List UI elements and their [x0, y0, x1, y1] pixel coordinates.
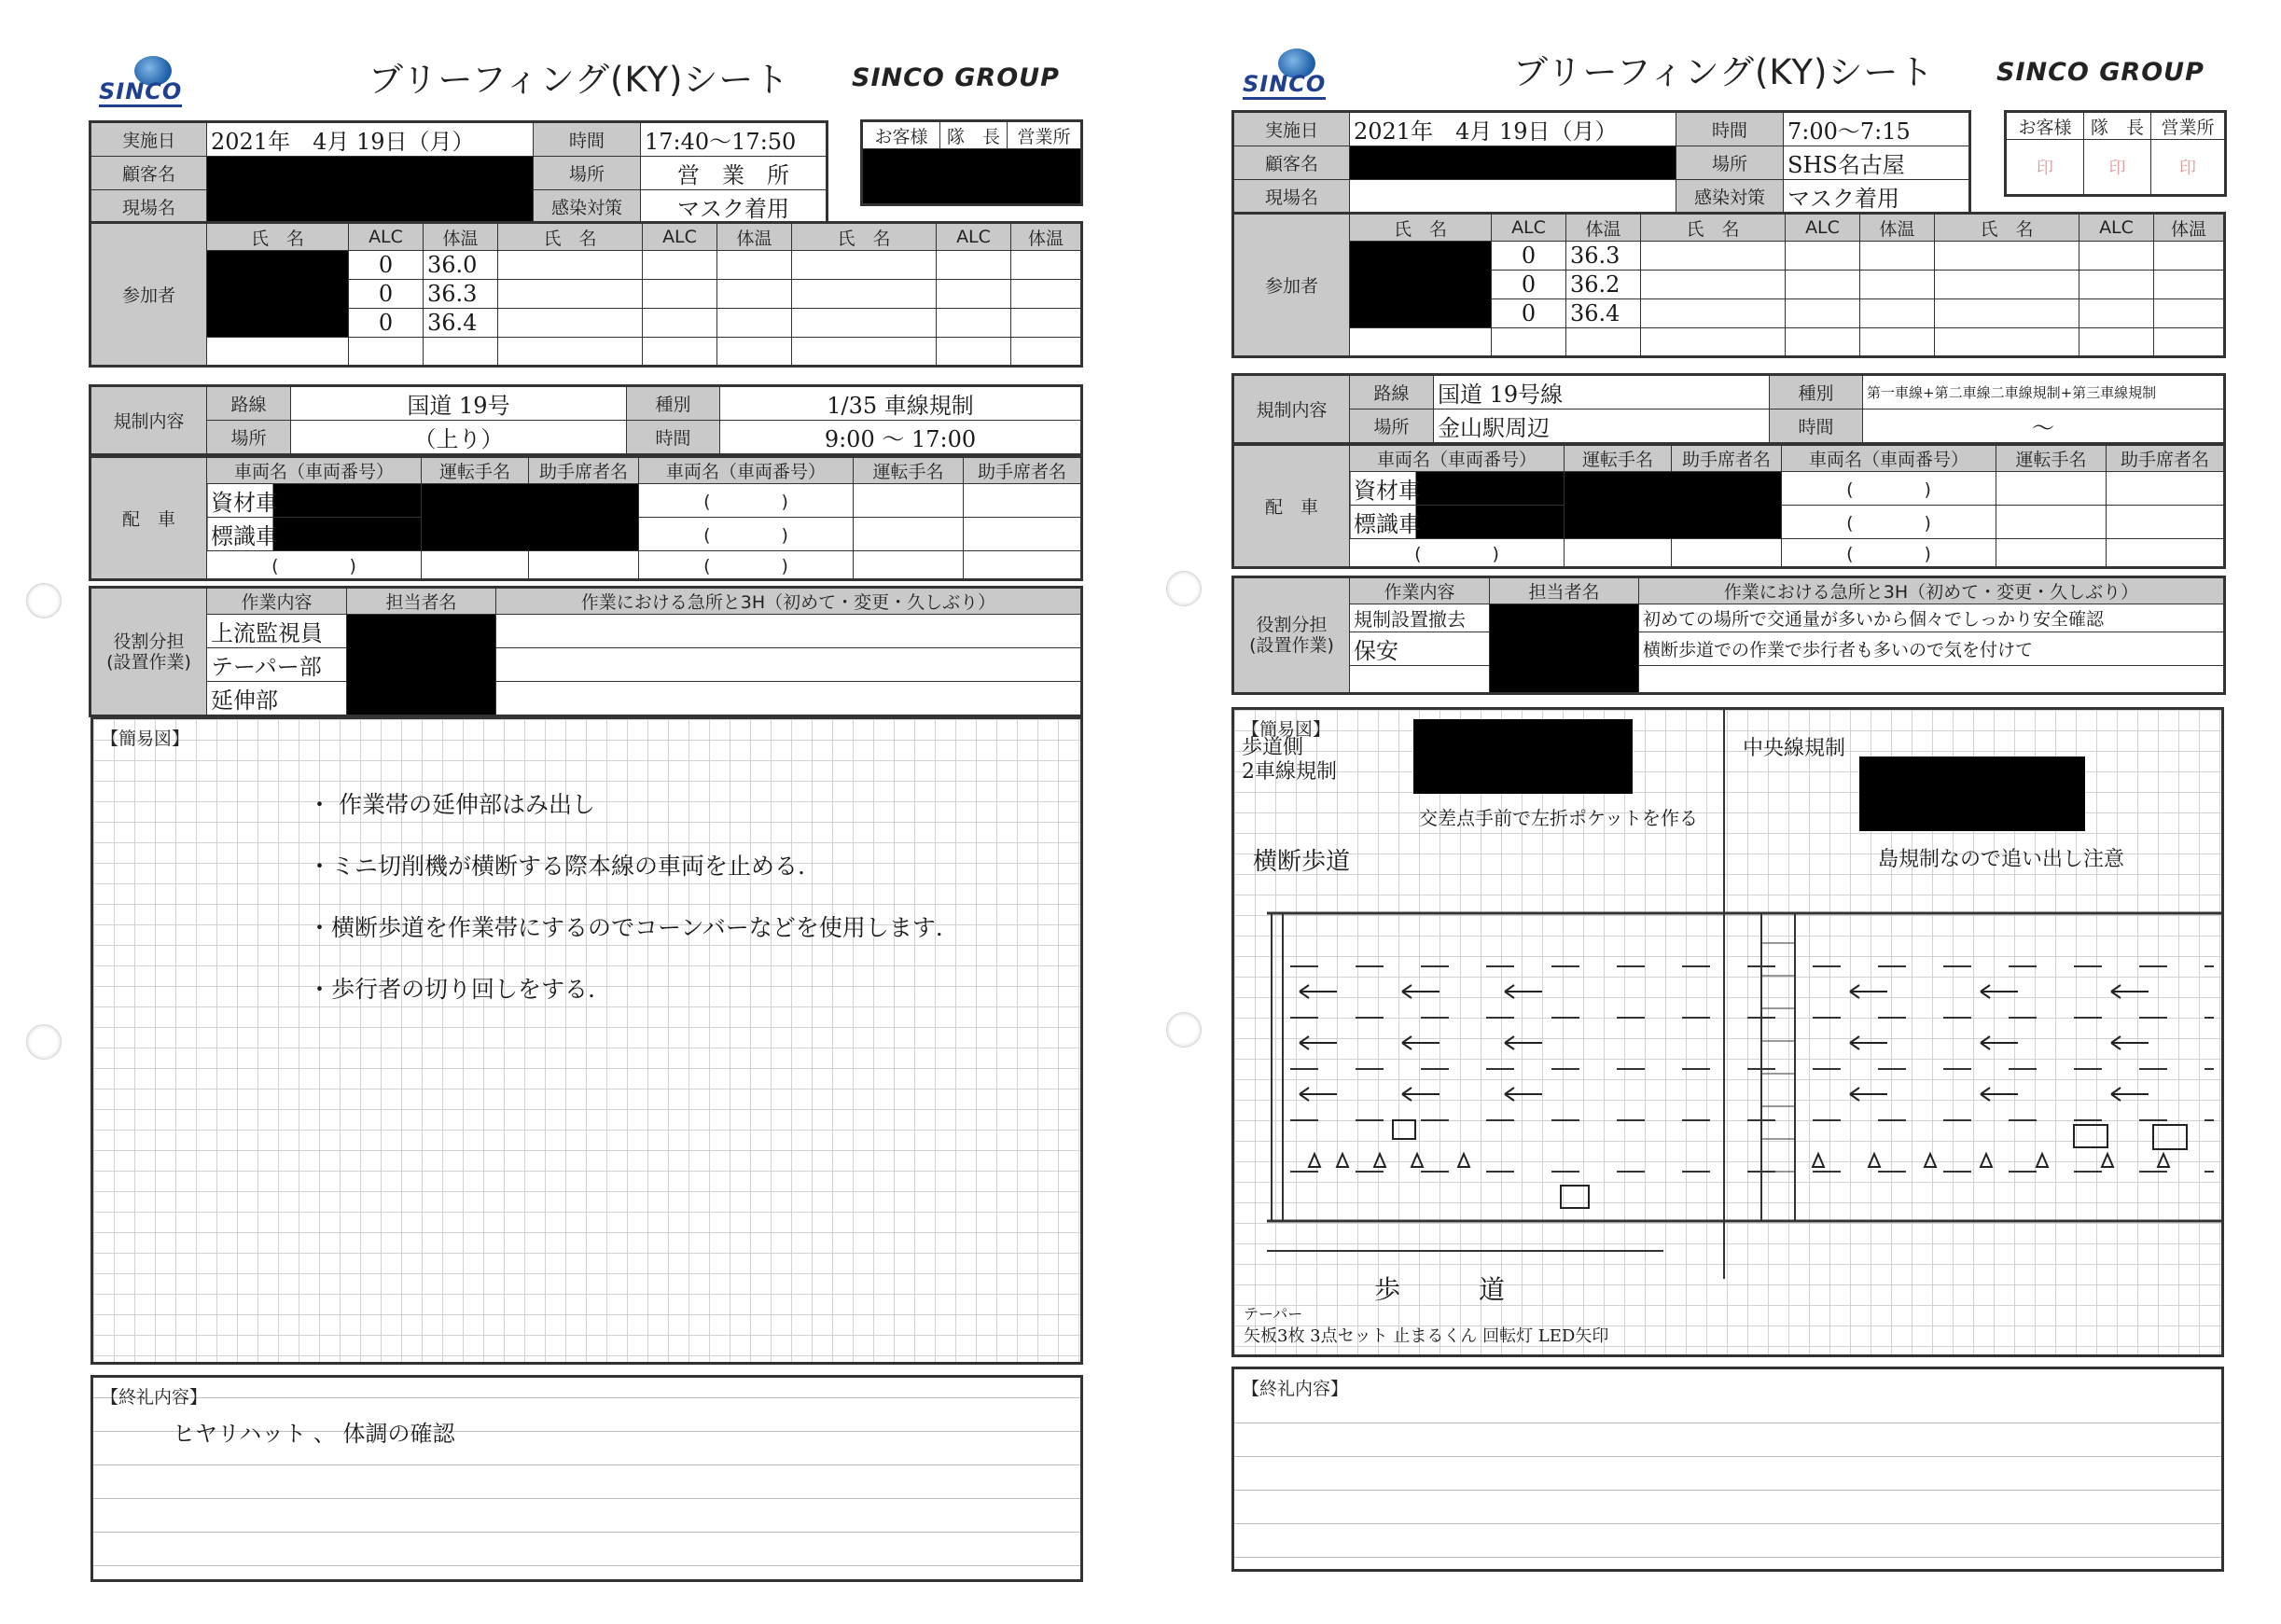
stamp-placeholder: 印 — [2037, 159, 2053, 178]
approval-office-label: 営業所 — [1008, 121, 1082, 149]
temp-value: 36.3 — [424, 280, 498, 309]
approval-leader-label: 隊 長 — [940, 121, 1008, 149]
time2-value: 9:00 〜 17:00 — [720, 421, 1082, 455]
vehicle-row — [1350, 506, 1565, 539]
right-sheet — [1140, 0, 2280, 1624]
vehicle-name: 資材車 — [1354, 478, 1421, 504]
person-header: 担当者名 — [1490, 577, 1639, 604]
header-table — [89, 120, 828, 226]
stamp-placeholder: 印 — [2108, 159, 2126, 178]
role-work: 保安 — [1350, 632, 1490, 666]
logo-text: SINCO — [99, 78, 182, 107]
temp-header: 体温 — [424, 223, 498, 251]
site-label: 現場名 — [90, 190, 207, 225]
approval-table — [860, 119, 1083, 206]
temp-value: 36.4 — [1566, 299, 1641, 328]
alc-value: 0 — [349, 309, 424, 338]
diagram-note: ・ミニ切削機が横断する際本線の車両を止める. — [308, 853, 805, 880]
place2-label: 場所 — [1350, 409, 1434, 444]
sheet-title: ブリーフィング(KY)シート — [369, 60, 790, 100]
stamp-placeholder: 印 — [2179, 159, 2196, 178]
customer-label: 顧客名 — [90, 157, 207, 190]
site-label: 現場名 — [1233, 180, 1350, 215]
temp-value: 36.2 — [1566, 271, 1641, 299]
hazard-value: 横断歩道での作業で歩行者も多いので気を付けて — [1639, 632, 2225, 666]
regulation-label: 規制内容 — [1233, 375, 1350, 444]
kind-value: 1/35 車線規制 — [720, 386, 1082, 421]
name-header: 氏 名 — [1935, 214, 2079, 242]
infection-value: マスク着用 — [641, 190, 828, 225]
diagram-box — [90, 716, 1083, 1365]
closing-text: ヒヤリハット 、 体調の確認 — [173, 1421, 455, 1447]
regulation-table — [1231, 373, 2226, 445]
infection-label: 感染対策 — [1676, 180, 1784, 215]
name-header: 氏 名 — [498, 223, 643, 251]
time2-label: 時間 — [627, 421, 720, 455]
driver-header: 運転手名 — [1565, 445, 1672, 472]
place-value: 営 業 所 — [641, 157, 828, 190]
date-label: 実施日 — [1233, 112, 1350, 146]
temp-value: 36.3 — [1566, 242, 1641, 271]
legend-taper: テーパー — [1244, 1305, 1303, 1323]
temp-header: 体温 — [1011, 223, 1082, 251]
vehicle-name: 標識車 — [1354, 511, 1421, 537]
sidewalk-label: 歩 道 — [1374, 1274, 1506, 1305]
name-header: 氏 名 — [1350, 214, 1492, 242]
vehicle-name-header: 車両名（車両番号） — [207, 457, 422, 484]
cone-icons — [1309, 1154, 2169, 1167]
driver-header: 運転手名 — [422, 457, 529, 484]
vehicles-label: 配 車 — [1233, 445, 1350, 568]
role-work: 上流監視員 — [207, 615, 347, 648]
redacted-customer — [207, 157, 534, 225]
temp-value: 36.0 — [424, 251, 498, 280]
diagram-note: ・ 作業帯の延伸部はみ出し — [308, 791, 595, 818]
vehicle-name-header: 車両名（車両番号） — [1782, 445, 1996, 472]
group-name: SINCO GROUP — [1996, 58, 2205, 87]
assistant-header: 助手席者名 — [1672, 445, 1782, 472]
legend-equipment: 矢板3枚 3点セット 止まるくん 回転灯 LED矢印 — [1244, 1326, 1609, 1346]
temp-value: 36.4 — [424, 309, 498, 338]
vehicle-name-header: 車両名（車両番号） — [639, 457, 854, 484]
crosswalk-right — [1761, 913, 1795, 1221]
alc-header: ALC — [349, 223, 424, 251]
vehicle-number-placeholder: ( ) — [1782, 472, 1996, 506]
temp-header: 体温 — [2154, 214, 2225, 242]
infection-value: マスク着用 — [1784, 180, 1970, 215]
closing-label: 【終礼内容】 — [101, 1387, 208, 1408]
place2-value: 金山駅周辺 — [1434, 409, 1770, 444]
vehicle-number-placeholder: ( ) — [1782, 506, 1996, 539]
place-label: 場所 — [534, 157, 641, 190]
vehicle-name: 標識車 — [211, 523, 278, 549]
approval-leader-label: 隊 長 — [2084, 112, 2151, 140]
time-value: 7:00〜7:15 — [1784, 112, 1970, 146]
participants-table — [1231, 212, 2226, 358]
diagram-label: 【簡易図】 — [1242, 719, 1331, 740]
name-header: 氏 名 — [207, 223, 349, 251]
route-value: 国道 19号線 — [1434, 375, 1770, 409]
participants-label: 参加者 — [1233, 214, 1350, 357]
kind-value: 第一車線+第二車線二車線規制+第三車線規制 — [1863, 375, 2225, 409]
diagram-note-center: 中央線規制 — [1743, 737, 1846, 760]
redacted-persons — [1490, 604, 1639, 694]
approval-customer-label: お客様 — [862, 121, 940, 149]
punch-hole — [1166, 1012, 1202, 1048]
time2-value: 〜 — [1863, 409, 2225, 444]
redacted-names — [1350, 242, 1492, 328]
place-value: SHS名古屋 — [1784, 146, 1970, 180]
hazard-value: 初めての場所で交通量が多いから個々でしっかり安全確認 — [1639, 604, 2225, 632]
assistant-header: 助手席者名 — [2107, 445, 2225, 472]
diagram-note-crosswalk: 横断歩道 — [1253, 848, 1351, 876]
redacted-vehicles — [1565, 472, 1782, 539]
vehicles-table — [1231, 443, 2226, 569]
redacted-vehicles — [422, 484, 639, 551]
infection-label: 感染対策 — [534, 190, 641, 225]
alc-header: ALC — [1786, 214, 1860, 242]
date-label: 実施日 — [90, 122, 207, 157]
driver-header: 運転手名 — [1996, 445, 2107, 472]
vehicle-row — [207, 518, 422, 551]
diagram-note: ・横断歩道を作業帯にするのでコーンバーなどを使用します. — [308, 914, 943, 941]
role-work: 規制設置撤去 — [1350, 604, 1490, 632]
temp-header: 体温 — [1860, 214, 1935, 242]
redacted-persons — [347, 615, 496, 716]
vehicle-number-placeholder: ( ) — [639, 518, 854, 551]
temp-header: 体温 — [1566, 214, 1641, 242]
closing-box — [1231, 1367, 2224, 1572]
diagram-note-pocket: 交差点手前で左折ポケットを作る — [1419, 807, 1698, 829]
redacted-customer — [1350, 146, 1676, 180]
alc-value: 0 — [1492, 299, 1566, 328]
diagram-label: 【簡易図】 — [101, 729, 190, 749]
work-header: 作業内容 — [1350, 577, 1490, 604]
vehicle-number-placeholder: ( ) — [207, 551, 422, 580]
vehicle-row — [207, 484, 422, 518]
road-sketch — [1234, 710, 2221, 1354]
regulation-label: 規制内容 — [90, 386, 207, 455]
left-sheet — [0, 0, 1140, 1624]
temp-header: 体温 — [717, 223, 792, 251]
roles-label: 役割分担 (設置作業) — [1233, 577, 1350, 694]
crosswalk-left — [1272, 913, 1283, 1221]
closing-label: 【終礼内容】 — [1242, 1379, 1349, 1399]
diagram-box — [1231, 707, 2224, 1357]
diagram-note: ・歩行者の切り回しをする. — [308, 976, 595, 1003]
driver-header: 運転手名 — [854, 457, 964, 484]
time-label: 時間 — [1676, 112, 1784, 146]
alc-header: ALC — [1492, 214, 1566, 242]
vehicles-table — [89, 455, 1083, 581]
vehicle-number-placeholder: ( ) — [1350, 539, 1565, 568]
time2-label: 時間 — [1770, 409, 1863, 444]
date-value: 2021年 4月 19日（月） — [1350, 112, 1676, 146]
kind-label: 種別 — [627, 386, 720, 421]
vehicle-number-placeholder: ( ) — [639, 484, 854, 518]
lane-markings — [1290, 966, 2214, 1172]
kind-label: 種別 — [1770, 375, 1863, 409]
person-header: 担当者名 — [347, 588, 496, 615]
sheet-title: ブリーフィング(KY)シート — [1513, 52, 1935, 92]
alc-value: 0 — [349, 251, 424, 280]
diagram-note-lanes: 歩道側 2車線規制 — [1242, 736, 1337, 784]
date-value: 2021年 4月 19日（月） — [207, 122, 534, 157]
group-name: SINCO GROUP — [852, 63, 1060, 92]
alc-header: ALC — [2079, 214, 2154, 242]
header-table — [1231, 110, 1971, 215]
route-label: 路線 — [207, 386, 291, 421]
place-label: 場所 — [1676, 146, 1784, 180]
vehicle-name: 資材車 — [211, 490, 278, 516]
participants-label: 参加者 — [90, 223, 207, 367]
work-header: 作業内容 — [207, 588, 347, 615]
redacted-approval — [862, 149, 1082, 205]
assistant-header: 助手席者名 — [964, 457, 1082, 484]
roles-table — [1231, 576, 2226, 695]
approval-office-label: 営業所 — [2151, 112, 2226, 140]
redacted-names — [207, 251, 349, 338]
hazard-header: 作業における急所と3H（初めて・変更・久しぶり） — [1639, 577, 2225, 604]
vehicle-number-placeholder: ( ) — [639, 551, 854, 580]
vehicles-label: 配 車 — [90, 457, 207, 580]
role-work: 延伸部 — [207, 682, 347, 716]
participants-table — [89, 221, 1083, 368]
place2-label: 場所 — [207, 421, 291, 455]
route-value: 国道 19号 — [291, 386, 627, 421]
route-label: 路線 — [1350, 375, 1434, 409]
hazard-header: 作業における急所と3H（初めて・変更・久しぶり） — [496, 588, 1082, 615]
roles-label: 役割分担 (設置作業) — [90, 588, 207, 716]
vehicle-row — [1350, 472, 1565, 506]
diagram-note-island: 島規制なので追い出し注意 — [1878, 848, 2125, 871]
vehicle-number-placeholder: ( ) — [1782, 539, 1996, 568]
closing-box — [90, 1375, 1083, 1582]
roles-table — [89, 586, 1083, 717]
time-value: 17:40〜17:50 — [641, 122, 828, 157]
role-work: テーパー部 — [207, 648, 347, 682]
vehicle-name-header: 車両名（車両番号） — [1350, 445, 1565, 472]
alc-value: 0 — [349, 280, 424, 309]
regulation-table — [89, 384, 1083, 456]
time-label: 時間 — [534, 122, 641, 157]
alc-value: 0 — [1492, 242, 1566, 271]
assistant-header: 助手席者名 — [529, 457, 639, 484]
punch-hole — [26, 583, 62, 618]
site-value — [1350, 180, 1676, 215]
punch-hole — [26, 1024, 62, 1060]
alc-header: ALC — [643, 223, 717, 251]
alc-value: 0 — [1492, 271, 1566, 299]
approval-customer-label: お客様 — [2006, 112, 2084, 140]
name-header: 氏 名 — [792, 223, 937, 251]
name-header: 氏 名 — [1641, 214, 1786, 242]
place2-value: （上り） — [291, 421, 627, 455]
punch-hole — [1166, 571, 1202, 606]
approval-table — [2004, 110, 2227, 197]
vehicle-icons — [1393, 1120, 2187, 1208]
logo-text: SINCO — [1243, 71, 1326, 100]
customer-label: 顧客名 — [1233, 146, 1350, 180]
alc-header: ALC — [937, 223, 1011, 251]
